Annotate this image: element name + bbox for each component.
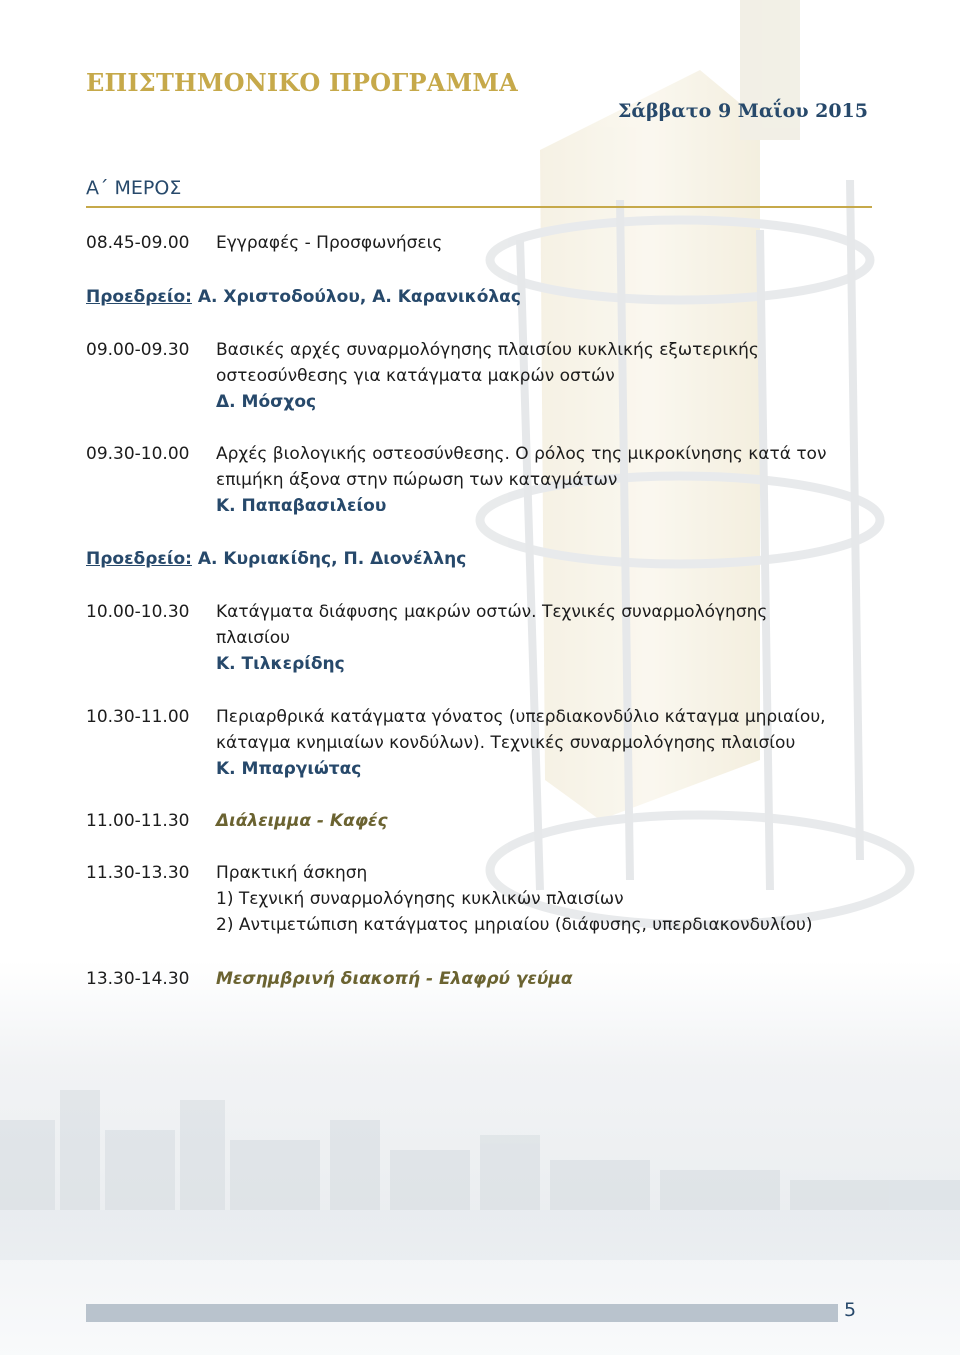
- break-label: Διάλειμμα - Καφές: [216, 811, 388, 831]
- session-time: 11.30-13.30: [86, 863, 190, 883]
- session-speaker: Κ. Παπαβασιλείου: [216, 496, 387, 516]
- session-chairs: [86, 284, 521, 310]
- session-speaker: Κ. Τιλκερίδης: [216, 654, 345, 674]
- session-title-line: Περιαρθρικά κατάγματα γόνατος (υπερδιακονδύλιο κάταγμα μηριαίου,: [216, 707, 826, 727]
- session-content: [216, 860, 813, 938]
- session-title-line: Κατάγματα διάφυσης μακρών οστών. Τεχνικές συναρμολόγησης: [216, 602, 768, 622]
- session-title-line: οστεοσύνθεσης για κατάγματα μακρών οστών: [216, 366, 615, 386]
- session-title-line: 2) Αντιμετώπιση κατάγματος μηριαίου (διάφυσης, υπερδιακονδυλίου): [216, 915, 813, 935]
- session-title-line: πλαισίου: [216, 628, 291, 648]
- section-title: Α΄ ΜΕΡΟΣ: [86, 177, 182, 199]
- session-speaker: Δ. Μόσχος: [216, 392, 317, 412]
- session-time: 08.45-09.00: [86, 233, 190, 253]
- session-time: 09.30-10.00: [86, 444, 190, 464]
- session-title-line: Βασικές αρχές συναρμολόγησης πλαισίου κυκλικής εξωτερικής: [216, 340, 759, 360]
- session-time: 11.00-11.30: [86, 811, 190, 831]
- session-chairs: [86, 546, 466, 572]
- session-speaker: Κ. Μπαργιώτας: [216, 759, 362, 779]
- session-title-line: 1) Τεχνική συναρμολόγησης κυκλικών πλαισίων: [216, 889, 624, 909]
- session-time: 09.00-09.30: [86, 340, 190, 360]
- session-content: [216, 230, 442, 256]
- session-content: [216, 599, 767, 677]
- session-title-line: Αρχές βιολογικής οστεοσύνθεσης. Ο ρόλος της μικροκίνησης κατά τον: [216, 444, 827, 464]
- session-title-line: Πρακτική άσκηση: [216, 863, 368, 883]
- chair-label: Προεδρείο:: [86, 549, 192, 569]
- chair-names: Α. Χριστοδούλου, Α. Καρανικόλας: [191, 287, 521, 307]
- section-divider: [86, 206, 872, 208]
- chair-label: Προεδρείο:: [86, 287, 192, 307]
- program-date: Σάββατο 9 Μαΐου 2015: [617, 100, 868, 122]
- session-time: 10.00-10.30: [86, 602, 190, 622]
- session-title-line: κάταγμα κνημιαίων κονδύλων). Τεχνικές συναρμολόγησης πλαισίου: [216, 733, 796, 753]
- session-content: [216, 704, 826, 782]
- chair-names: Α. Κυριακίδης, Π. Διονέλλης: [191, 549, 467, 569]
- footer-bar: [86, 1304, 838, 1322]
- session-content: [216, 966, 573, 992]
- session-time: 13.30-14.30: [86, 969, 190, 989]
- session-content: [216, 441, 826, 519]
- session-title-line: επιμήκη άξονα στην πώρωση των καταγμάτων: [216, 470, 618, 490]
- break-label: Μεσημβρινή διακοπή - Ελαφρύ γεύμα: [216, 969, 573, 989]
- program-title: ΕΠΙΣΤΗΜΟΝΙΚΟ ΠΡΟΓΡΑΜΜΑ: [86, 68, 518, 97]
- session-time: 10.30-11.00: [86, 707, 190, 727]
- session-content: [216, 337, 759, 415]
- page-number: 5: [844, 1299, 857, 1321]
- session-content: [216, 808, 388, 834]
- session-title-line: Εγγραφές - Προσφωνήσεις: [216, 233, 443, 253]
